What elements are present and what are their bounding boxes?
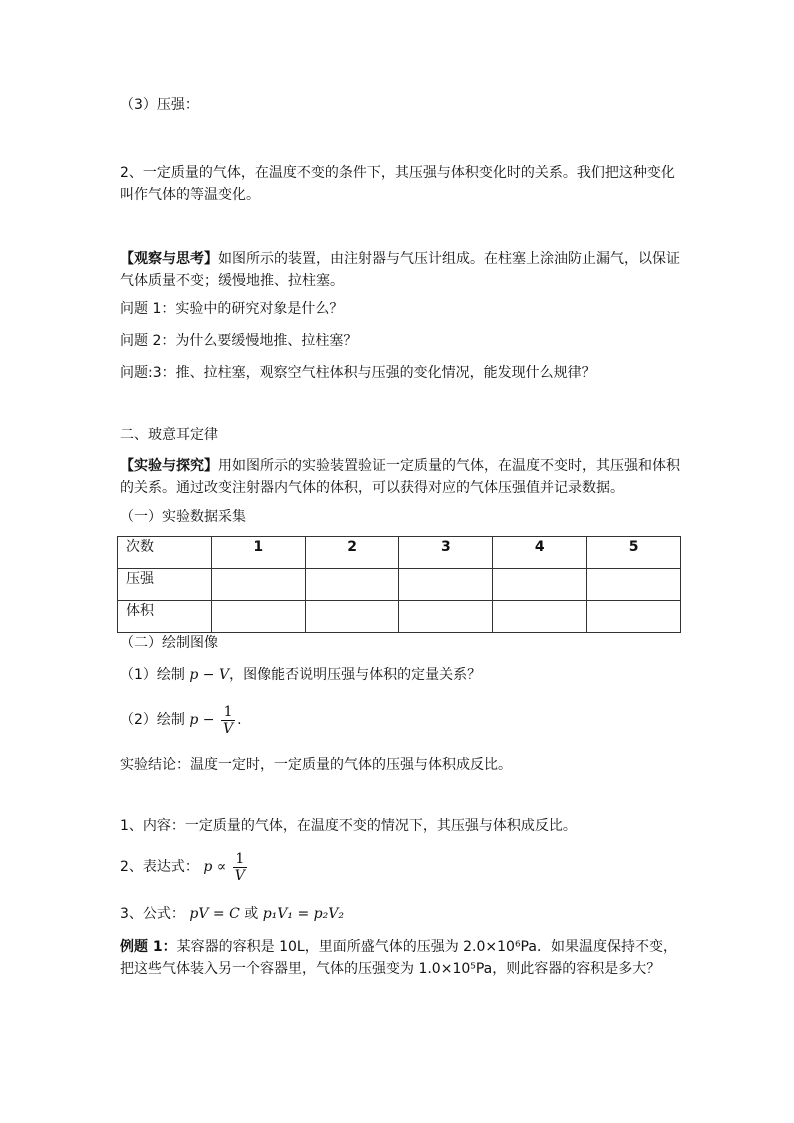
formula-p-v: p − V (189, 667, 230, 683)
question-1: 问题 1：实验中的研究对象是什么？ (120, 301, 344, 317)
observe-text: 如图所示的装置，由注射器与气压计组成。在柱塞上涂油防止漏气，以保证气体质量不变；缓慢地推、拉柱塞。 (120, 251, 680, 289)
table-cell: 压强 (118, 569, 212, 601)
data-table (117, 536, 681, 633)
fraction-one-over-v: $\frac{1}{V}$ (222, 703, 234, 737)
experiment-tag: 【实验与探究】 (120, 458, 218, 474)
plot-title: （二）绘制图像 (120, 635, 218, 651)
table-header-cell: 1 (211, 537, 305, 569)
table-cell (493, 601, 587, 633)
table-header-cell: 4 (493, 537, 587, 569)
table-cell: 次数 (118, 537, 212, 569)
table-cell (587, 601, 681, 633)
isothermal-definition: 2、一定质量的气体，在温度不变的条件下，其压强与体积变化时的关系。我们把这种变化叫作气体的等温变化。 (120, 165, 675, 203)
table-row (118, 537, 681, 569)
table-cell (305, 569, 399, 601)
table-cell (399, 601, 493, 633)
law-formula: 3、公式： pV = C 或 p₁V₁ = p₂V₂ (120, 906, 344, 922)
pressure-line: （3）压强： (120, 97, 199, 113)
observe-paragraph (120, 248, 680, 292)
table-header-cell: 3 (399, 537, 493, 569)
example-tag: 例题 1： (120, 939, 177, 955)
example-text: 某容器的容积是 10L，里面所盛气体的压强为 2.0×10⁶Pa．如果温度保持不变，把这些气体装入另一个容器里，气体的压强变为 1.0×10⁵Pa，则此容器的容积是多大？ (120, 939, 677, 977)
plot-item-1: （1）绘制 p − V，图像能否说明压强与体积的定量关系？ (120, 667, 482, 683)
table-cell (211, 601, 305, 633)
plot-item-2: （2）绘制 p − $\frac{1}{V}$ . (120, 703, 242, 737)
formula-p1v1-p2v2: p₁V₁ = p₂V₂ (262, 906, 344, 922)
table-cell (493, 569, 587, 601)
formula-pv-const: pV = C (189, 906, 240, 922)
example-1 (120, 936, 680, 980)
table-cell (399, 569, 493, 601)
law-content: 1、内容：一定质量的气体，在温度不变的情况下，其压强与体积成反比。 (120, 818, 577, 834)
table-cell (211, 569, 305, 601)
table-row (118, 601, 681, 633)
experiment-conclusion: 实验结论：温度一定时，一定质量的气体的压强与体积成反比。 (120, 757, 512, 773)
table-header-cell: 5 (587, 537, 681, 569)
table-row (118, 569, 681, 601)
observe-tag: 【观察与思考】 (120, 251, 218, 267)
experiment-paragraph (120, 455, 680, 499)
section-title-boyle-law: 二、玻意耳定律 (120, 427, 218, 443)
experiment-text: 用如图所示的实验装置验证一定质量的气体，在温度不变时，其压强和体积的关系。通过改变注射器内气体的体积，可以获得对应的气体压强值并记录数据。 (120, 458, 680, 496)
question-2: 问题 2：为什么要缓慢地推、拉柱塞？ (120, 333, 358, 349)
fraction-one-over-v: $\frac{1}{V}$ (234, 850, 245, 884)
question-3: 问题:3：推、拉柱塞，观察空气柱体积与压强的变化情况，能发现什么规律？ (120, 365, 596, 381)
data-collection-title: （一）实验数据采集 (120, 509, 246, 525)
table-cell (587, 569, 681, 601)
table-header-cell: 2 (305, 537, 399, 569)
table-cell: 体积 (118, 601, 212, 633)
law-expression: 2、表达式： p ∝ $\frac{1}{V}$ (120, 850, 245, 884)
table-cell (305, 601, 399, 633)
